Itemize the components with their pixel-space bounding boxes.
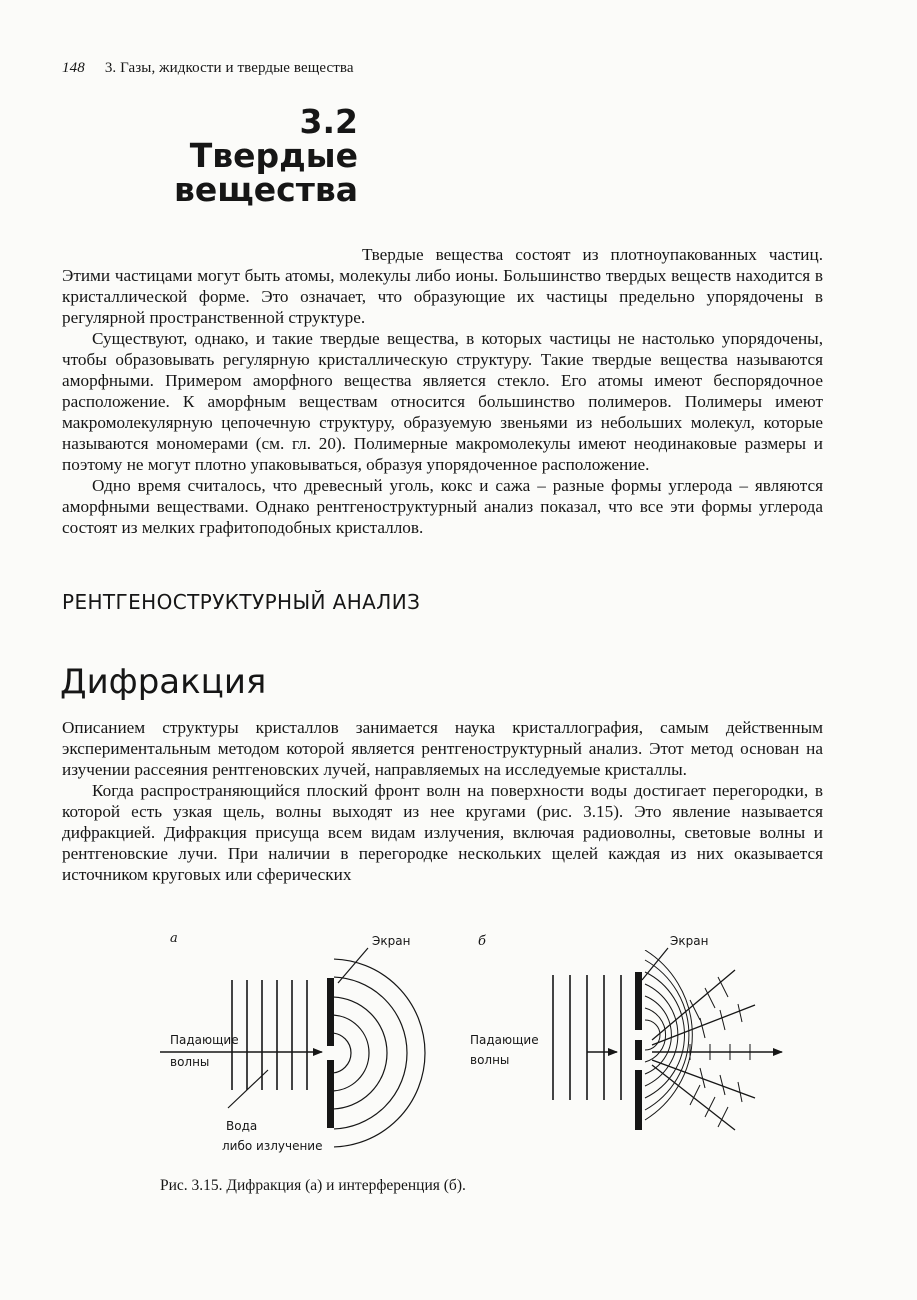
chapter-title: 3. Газы, жидкости и твердые вещества bbox=[104, 60, 354, 76]
panel-b-interference-rays bbox=[652, 970, 755, 1130]
section-title-line2: вещества bbox=[174, 170, 358, 209]
panel-b-incident-line2: волны bbox=[470, 1053, 510, 1067]
panel-b-barrier-top bbox=[635, 972, 642, 1030]
panel-b-screen-label: Экран bbox=[670, 934, 709, 948]
panel-a-screen-label: Экран bbox=[372, 934, 411, 948]
figure-diffraction bbox=[0, 920, 917, 1170]
panel-b-incident-line1: Падающие bbox=[470, 1033, 539, 1047]
diffraction-paragraph-1: Описанием структуры кристаллов занимается наука кристаллография, самым действенным экспериментальным методом которой является рентгеноструктурный анализ. Этот метод основан на изучении рассеяния рентгеновских лучей, направляемых на исследуемые кристаллы. bbox=[62, 718, 823, 779]
section-title bbox=[58, 102, 358, 209]
panel-a bbox=[160, 931, 425, 1153]
diffraction-paragraph-2: Когда распространяющийся плоский фронт волн на поверхности воды достигает перегородки, в которой есть узкая щель, волны выходят из нее кругами (рис. 3.15). Это явление называется дифракцией. Дифракция присуща всем видам излучения, включая радиоволны, световые волны и рентгеновские лучи. При наличии в перегородке нескольких щелей каждая из них оказывается источником круговых или сферических bbox=[62, 781, 823, 884]
panel-a-barrier-top bbox=[327, 978, 334, 1046]
figure-caption: Рис. 3.15. Дифракция (а) и интерференция (б). bbox=[160, 1177, 466, 1194]
panel-b-barrier-middle bbox=[635, 1040, 642, 1060]
section-number: 3.2 bbox=[299, 102, 358, 141]
panel-b-letter: б bbox=[478, 934, 486, 949]
panel-a-medium-line2: либо излучение bbox=[222, 1139, 323, 1153]
panel-b-barrier-bottom bbox=[635, 1070, 642, 1130]
panel-a-letter: а bbox=[170, 931, 178, 946]
panel-a-barrier-bottom bbox=[327, 1060, 334, 1128]
intro-paragraph-2: Существуют, однако, и такие твердые вещества, в которых частицы не настолько упорядочены, чтобы образовывать регулярную кристаллическую структуру. Такие твердые вещества называются аморфными. Примером аморфного вещества является стекло. Его атомы имеют беспорядочное расположение. К аморфным веществам относится большинство полимеров. Полимеры имеют макромолекулярную цепочечную структуру, образуемую звеньями из небольших молекул, которые называются мономерами (см. гл. 20). Полимерные макромолекулы имеют неодинаковые размеры и поэтому не могут плотно упаковываться, образуя упорядоченное расположение. bbox=[62, 329, 823, 474]
running-head bbox=[62, 60, 354, 77]
diffraction-heading: Дифракция bbox=[60, 662, 267, 702]
diffraction-text bbox=[62, 717, 823, 885]
subsection-heading: РЕНТГЕНОСТРУКТУРНЫЙ АНАЛИЗ bbox=[62, 590, 421, 614]
panel-a-medium-line1: Вода bbox=[226, 1119, 258, 1133]
intro-paragraph-3: Одно время считалось, что древесный уголь, кокс и сажа – разные формы углерода – являются аморфными веществами. Однако рентгеноструктурный анализ показал, что все эти формы углерода состоят из мелких графитоподобных кристаллов. bbox=[62, 476, 823, 537]
panel-a-incident-line1: Падающие bbox=[170, 1033, 239, 1047]
intro-text bbox=[62, 244, 823, 538]
page-number: 148 bbox=[62, 60, 85, 76]
panel-a-incident-line2: волны bbox=[170, 1055, 210, 1069]
panel-b-interference-waves bbox=[645, 950, 692, 1120]
intro-paragraph-1: Твердые вещества состоят из плотноупакованных частиц. Этими частицами могут быть атомы, молекулы либо ионы. Большинство твердых веществ находится в кристаллической форме. Это означает, что образующие их частицы предельно упорядочены в регулярной пространственной структуре. bbox=[62, 245, 823, 327]
panel-a-wavefronts bbox=[232, 980, 307, 1090]
section-title-line1: Твердые bbox=[189, 136, 358, 175]
panel-b bbox=[470, 934, 782, 1130]
panel-b-wavefronts bbox=[553, 975, 621, 1100]
